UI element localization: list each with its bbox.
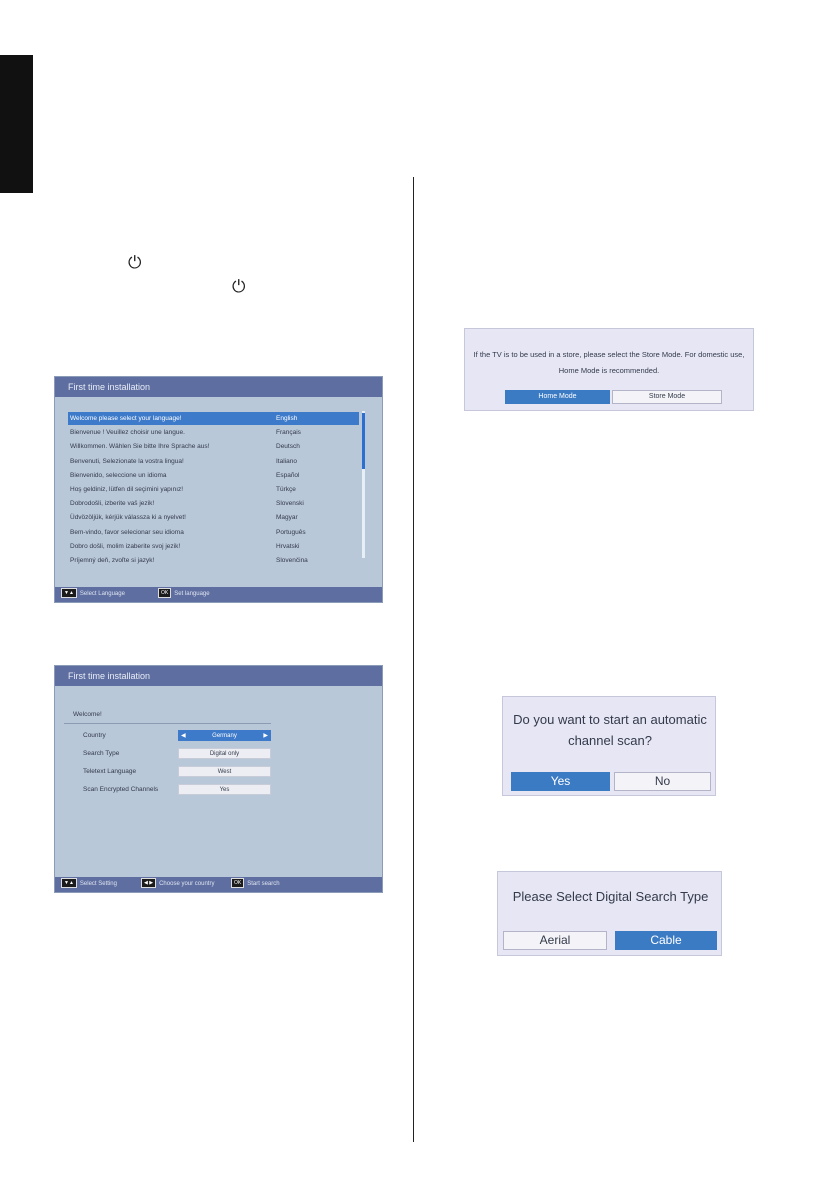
power-icon: ⏻ bbox=[128, 253, 142, 273]
setting-label: Search Type bbox=[83, 750, 120, 757]
scan-yes-button[interactable]: Yes bbox=[511, 772, 610, 791]
language-option[interactable] bbox=[68, 440, 359, 453]
search-type-dialog bbox=[497, 871, 722, 956]
footer-lr-label: Choose your country bbox=[159, 881, 215, 887]
setting-value: West bbox=[217, 769, 232, 775]
language-greeting: Willkommen. Wählen Sie bitte Ihre Sprache aus! bbox=[70, 443, 210, 451]
setting-value: Digital only bbox=[209, 751, 240, 757]
store-mode-button[interactable]: Store Mode bbox=[612, 390, 722, 404]
language-scrollbar-thumb[interactable] bbox=[362, 413, 365, 469]
setting-value-control[interactable] bbox=[178, 730, 271, 741]
scan-question: Do you want to start an automatic channel scan? bbox=[513, 712, 707, 748]
language-greeting: Üdvözöljük, kérjük válassza ki a nyelvet! bbox=[70, 514, 186, 522]
language-greeting: Dobrodošli, izberite vaš jezik! bbox=[70, 500, 155, 508]
language-option[interactable] bbox=[68, 511, 359, 524]
up-down-keys-icon: ▼▲ bbox=[61, 878, 77, 888]
installation-settings-screen bbox=[54, 665, 383, 893]
language-option[interactable] bbox=[68, 483, 359, 496]
search-type-title: Please Select Digital Search Type bbox=[512, 889, 709, 904]
language-name: Français bbox=[276, 429, 301, 437]
language-name: Magyar bbox=[276, 514, 298, 522]
language-greeting: Benvenuti, Selezionate la vostra lingua! bbox=[70, 457, 184, 465]
language-option[interactable] bbox=[68, 455, 359, 468]
language-option[interactable] bbox=[68, 540, 359, 553]
channel-scan-dialog bbox=[502, 696, 716, 796]
language-greeting: Bem-vindo, favor selecionar seu idioma bbox=[70, 528, 184, 536]
setting-value: Yes bbox=[219, 787, 230, 793]
setting-value: Germany bbox=[212, 733, 237, 739]
language-name: Slovenčina bbox=[276, 557, 308, 564]
language-option[interactable] bbox=[68, 526, 359, 539]
setting-label: Teletext Language bbox=[83, 768, 137, 775]
arrow-left-icon[interactable]: ◀ bbox=[181, 733, 186, 739]
language-option[interactable] bbox=[68, 426, 359, 439]
language-name: Slovenski bbox=[276, 500, 304, 508]
screen-title: First time installation bbox=[55, 666, 382, 686]
left-right-keys-icon: ◀ ▶ bbox=[141, 878, 156, 888]
up-down-keys-icon: ▼▲ bbox=[61, 588, 77, 598]
home-mode-button[interactable]: Home Mode bbox=[505, 390, 610, 404]
mode-dialog bbox=[464, 328, 754, 411]
arrow-right-icon[interactable]: ▶ bbox=[263, 733, 268, 739]
language-greeting: Dobro došli, molim izaberite svoj jezik! bbox=[70, 542, 181, 550]
language-greeting: Príjemný deň, zvoľte si jazyk! bbox=[70, 557, 155, 564]
language-option[interactable] bbox=[68, 497, 359, 510]
column-divider bbox=[413, 177, 414, 1142]
footer-ok-label: Start search bbox=[247, 881, 280, 887]
language-name: Español bbox=[276, 471, 300, 479]
cable-button[interactable]: Cable bbox=[615, 931, 717, 950]
aerial-button[interactable]: Aerial bbox=[503, 931, 607, 950]
language-name: Italiano bbox=[276, 457, 297, 465]
language-name: English bbox=[276, 415, 298, 422]
language-name: Türkçe bbox=[276, 486, 296, 493]
language-greeting: Bienvenue ! Veuillez choisir une langue. bbox=[70, 429, 185, 437]
language-option[interactable] bbox=[68, 412, 359, 425]
footer-nav-label: Select Language bbox=[79, 591, 125, 597]
screen-footer bbox=[55, 587, 382, 602]
footer-ok-label: Set language bbox=[174, 591, 210, 597]
language-name: Deutsch bbox=[276, 443, 300, 451]
welcome-text: Welcome! bbox=[73, 711, 102, 718]
language-greeting: Bienvenido, seleccione un idioma bbox=[70, 471, 167, 479]
welcome-underline bbox=[64, 723, 271, 724]
language-name: Português bbox=[276, 528, 306, 536]
power-icon-standby: ⏻ bbox=[232, 277, 246, 297]
footer-nav-label: Select Setting bbox=[79, 881, 117, 887]
screen-footer bbox=[55, 877, 382, 892]
language-option[interactable] bbox=[68, 554, 359, 567]
mode-message: If the TV is to be used in a store, please select the Store Mode. For domestic use, Home Mode is recommended. bbox=[473, 350, 745, 375]
setting-label: Country bbox=[83, 732, 106, 739]
screen-title: First time installation bbox=[55, 377, 382, 397]
language-selection-screen bbox=[54, 376, 383, 603]
language-greeting: Hoş geldiniz, lütfen dil seçimini yapınız! bbox=[70, 486, 184, 493]
setting-value-control[interactable] bbox=[178, 766, 271, 777]
scan-no-button[interactable]: No bbox=[614, 772, 711, 791]
setting-value-control[interactable] bbox=[178, 784, 271, 795]
ok-key-icon: OK bbox=[231, 878, 244, 888]
setting-value-control[interactable] bbox=[178, 748, 271, 759]
setting-label: Scan Encrypted Channels bbox=[83, 786, 159, 793]
language-option[interactable] bbox=[68, 469, 359, 482]
language-greeting: Welcome please select your language! bbox=[70, 415, 182, 422]
language-side-tab bbox=[0, 55, 33, 193]
ok-key-icon: OK bbox=[158, 588, 171, 598]
language-name: Hrvatski bbox=[276, 542, 300, 550]
